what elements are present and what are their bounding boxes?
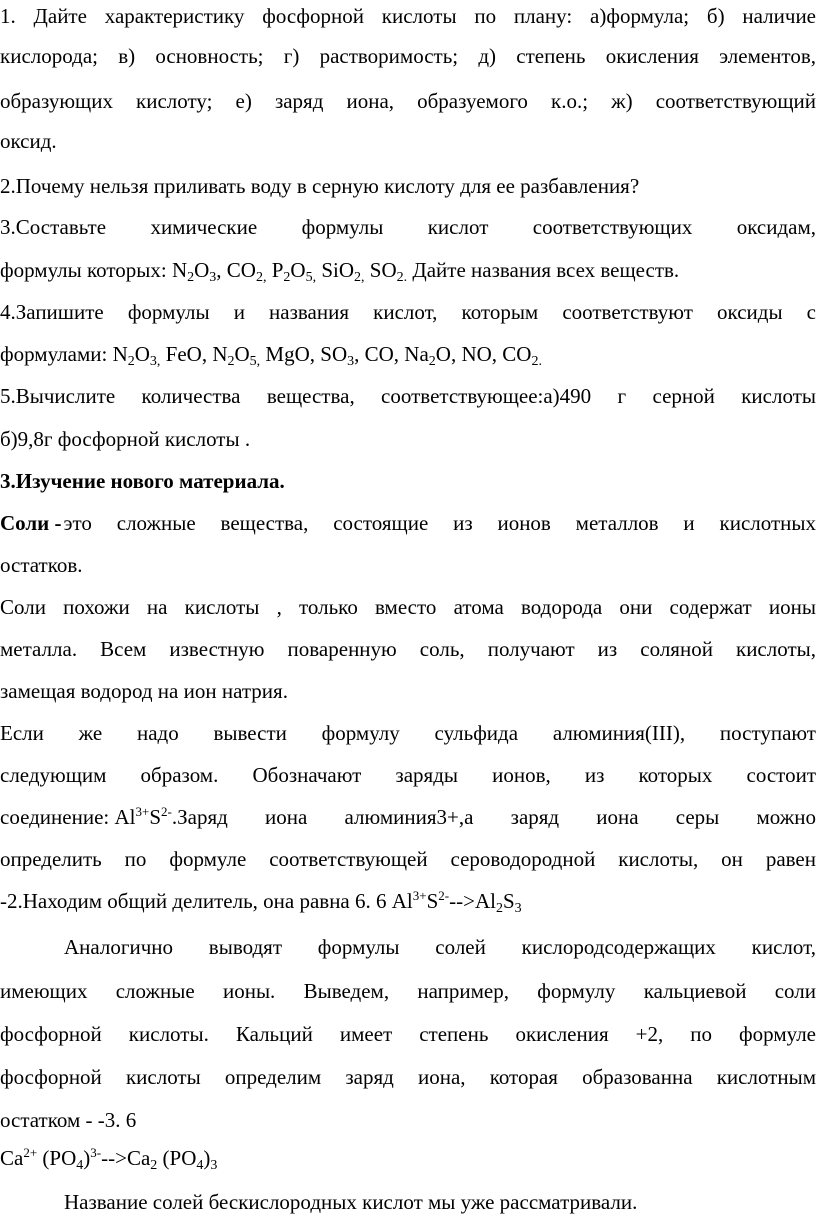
- text-line: Соли похожи на кислоты , только вместо атома водорода они содержат ионы: [0, 595, 816, 619]
- text-line: Название солей бескислородных кислот мы уже рассматривали.: [64, 1190, 638, 1214]
- text-line: Соли - это сложные вещества, состоящие из ионов металлов и кислотных: [0, 511, 816, 535]
- text-line: фосфорной кислоты. Кальций имеет степень окисления +2, по формуле: [0, 1022, 816, 1046]
- text-line: определить по формуле соответствующей сероводородной кислоты, он равен: [0, 847, 816, 871]
- text-line: оксид.: [0, 129, 57, 153]
- text-line: металла. Всем известную поваренную соль, получают из соляной кислоты,: [0, 637, 816, 661]
- text-line: имеющих сложные ионы. Выведем, например, формулу кальциевой соли: [0, 979, 816, 1003]
- formula-line: $Ca^{2+}$ $(PO_4)^{3-}-->Ca_2$ $(PO_4)_3$: [0, 1145, 218, 1173]
- text-line: образующих кислоту; е) заряд иона, образуемого к.о.; ж) соответствующий: [0, 89, 816, 113]
- formula-line: формулы которых: $N_2O_3$, $CO_{2,}$ $P_2O_{5,}$ SiO$_{2,}$ $SO_{2.}$ Дайте названия всех веществ.: [0, 258, 680, 285]
- text-line: фосфорной кислоты определим заряд иона, которая образованна кислотным: [0, 1065, 816, 1089]
- text-line: следующим образом. Обозначают заряды ионов, из которых состоит: [0, 763, 816, 787]
- formula-line: -2.Находим общий делитель, она равна 6. 6 $Al^{3+}S^{2-}-->Al_2S_3$: [0, 888, 522, 916]
- text-line: замещая водород на ион натрия.: [0, 679, 288, 703]
- text-line: 5.Вычислите количества вещества, соответствующее:а)490 г серной кислоты: [0, 384, 816, 408]
- section-heading: 3.Изучение нового материала.: [0, 469, 285, 493]
- text-line: 1. Дайте характеристику фосфорной кислоты по плану: а)формула; б) наличие: [0, 4, 816, 28]
- text-line: Если же надо вывести формулу сульфида алюминия(III), поступают: [0, 721, 816, 745]
- formula-line: формулами: $N_2O_{3,}$ FeO, $N_2O_{5,}$ MgO, $SO_3$, CO, $Na_2O$, NO, $CO_{2.}$: [0, 342, 542, 369]
- text-line: кислорода; в) основность; г) растворимость; д) степень окисления элементов,: [0, 44, 816, 68]
- text-line: 2.Почему нельзя приливать воду в серную кислоту для ее разбавления?: [0, 174, 640, 198]
- text-line: Аналогично выводят формулы солей кислородсодержащих кислот,: [64, 935, 816, 959]
- text-line: 4.Запишите формулы и названия кислот, которым соответствуют оксиды с: [0, 300, 816, 324]
- formula-line: соединение: $Al^{3+}S^{2-}$ .Заряд иона алюминия3+,а заряд иона серы можно: [0, 804, 816, 829]
- text-line: остатком - -3. 6: [0, 1108, 137, 1132]
- text-line: остатков.: [0, 553, 83, 577]
- text-line: б)9,8г фосфорной кислоты .: [0, 427, 251, 451]
- text-line: 3.Составьте химические формулы кислот соответствующих оксидам,: [0, 215, 816, 239]
